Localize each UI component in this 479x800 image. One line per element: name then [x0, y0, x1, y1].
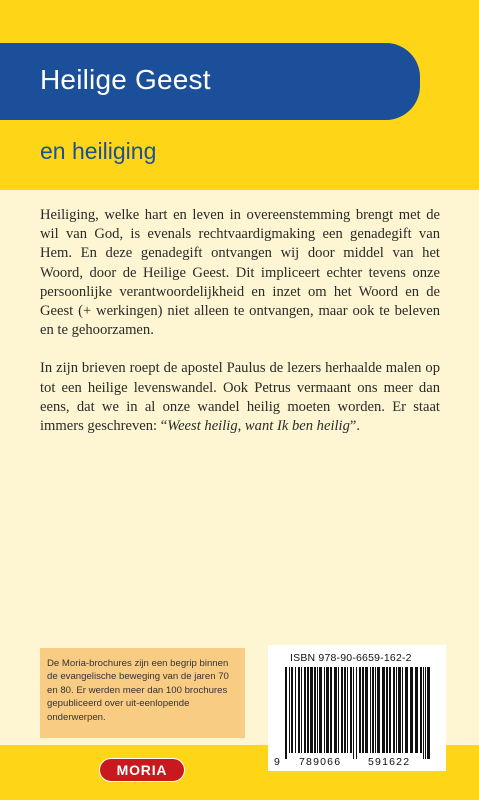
barcode-bar	[375, 667, 376, 753]
barcode-bar	[334, 667, 337, 753]
barcode-bar	[317, 667, 318, 753]
book-subtitle: en heiliging	[40, 138, 157, 164]
barcode-bar	[285, 667, 287, 759]
barcode-bar	[393, 667, 395, 753]
barcode-bar	[344, 667, 346, 753]
barcode-bar	[319, 667, 322, 753]
barcode-bar	[389, 667, 391, 753]
blurb-text	[40, 206, 440, 455]
barcode-bar	[405, 667, 408, 753]
barcode-bar	[341, 667, 343, 753]
barcode-bar	[330, 667, 332, 753]
barcode-bar	[382, 667, 385, 753]
barcode-bar	[350, 667, 352, 753]
barcode-bar	[427, 667, 430, 759]
barcode-bar	[353, 667, 354, 759]
barcode-bar	[324, 667, 325, 753]
barcode-bar	[410, 667, 413, 753]
barcode-bar	[359, 667, 361, 753]
barcode-digits-right: 591622	[368, 756, 411, 768]
paragraph-2-text: In zijn brieven roept de apostel Paulus de lezers herhaalde malen op tot een heilige levenswandel. Ook Petrus vermaant ons meer dan eens, dat we in al onze wandel heilig moeten worden. Er staat immers geschreven: “	[40, 360, 440, 435]
blurb-paragraph-2	[40, 359, 440, 436]
blurb-paragraph-1: Heiliging, welke hart en leven in overeenstemming brengt met de wil van God, is evenals rechtvaardigmaking een genadegift van Hem. En deze genadegift ontvangen wij door middel van het Woord, door de Heilige Geest. Dit impliceert echter tevens onze persoonlijke verantwoordelijkheid en inzet om het Woord en de Geest (+ werkingen) niet alleen te ontvangen, maar ook te beleven en te gehoorzamen.	[40, 207, 440, 339]
barcode-bar	[301, 667, 302, 753]
barcode-bar	[298, 667, 300, 753]
barcode-bar	[423, 667, 424, 759]
series-info-box: De Moria-brochures zijn een begrip binnen de evangelische beweging van de jaren 70 en 80. Er werden meer dan 100 brochures gepubliceerd over uit-eenlopende onderwerpen.	[40, 648, 245, 738]
barcode-icon	[268, 645, 446, 771]
isbn-label: ISBN 978-90-6659-162-2	[290, 652, 412, 664]
barcode-bar	[415, 667, 418, 753]
barcode-bar	[425, 667, 426, 759]
moria-logo	[99, 758, 185, 782]
barcode-bar	[396, 667, 397, 753]
barcode-bar	[289, 667, 290, 753]
book-title: Heilige Geest	[40, 64, 211, 95]
barcode-bar	[362, 667, 364, 753]
barcode-bar	[291, 667, 293, 753]
barcode-bar	[420, 667, 422, 753]
barcode-area	[268, 645, 446, 771]
barcode-bar	[372, 667, 374, 753]
barcode-bar	[402, 667, 403, 753]
barcode-bar	[365, 667, 368, 753]
barcode-bar	[386, 667, 388, 753]
logo-text: MORIA	[116, 762, 168, 778]
barcode-digits-left: 789066	[299, 756, 342, 768]
scripture-quote: Weest heilig, want Ik ben heilig	[167, 418, 350, 435]
barcode-bar	[307, 667, 309, 753]
barcode-bar	[356, 667, 357, 759]
barcode-bar	[314, 667, 316, 753]
barcode-bar	[377, 667, 380, 753]
barcode-bar	[370, 667, 371, 753]
barcode-bar	[338, 667, 339, 753]
barcode-bar	[304, 667, 306, 753]
barcode-bar	[310, 667, 313, 753]
barcode-digit-first: 9	[274, 756, 282, 768]
barcode-bar	[326, 667, 329, 753]
barcode-bar	[295, 667, 296, 753]
barcode-bar	[347, 667, 348, 753]
barcode-bar	[398, 667, 401, 753]
paragraph-2-end: ”.	[349, 418, 361, 435]
